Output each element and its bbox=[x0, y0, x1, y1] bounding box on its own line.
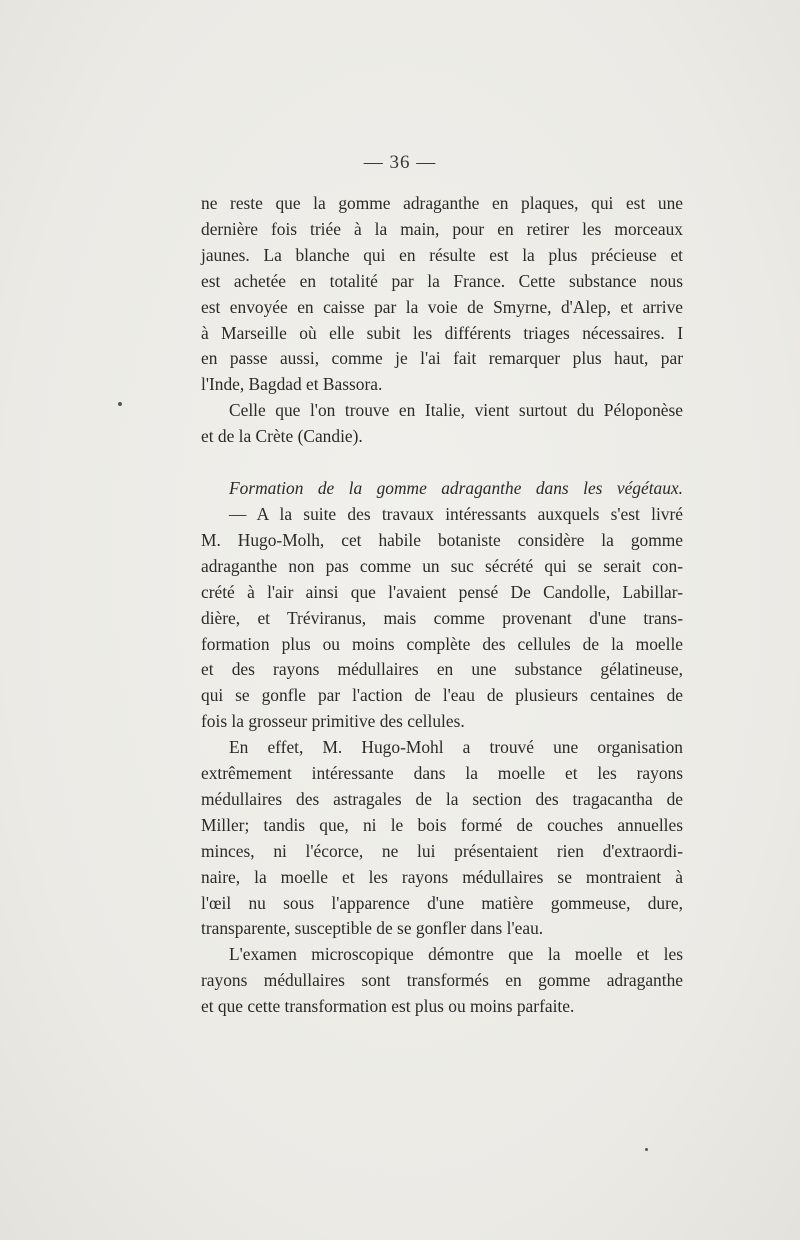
text-line: minces, ni l'écorce, ne lui présentaient rien d'extraordi- bbox=[201, 840, 683, 861]
body-text bbox=[201, 191, 683, 1020]
text-line: dernière fois triée à la main, pour en retirer les morceaux bbox=[201, 218, 683, 239]
text-line: rayons médullaires sont transformés en gomme adraganthe bbox=[201, 970, 683, 991]
text-line: crété à l'air ainsi que l'avaient pensé De Candolle, Labillar- bbox=[201, 581, 683, 602]
text-line: est envoyée en caisse par la voie de Smyrne, d'Alep, et arrive bbox=[201, 296, 683, 317]
section-heading: Formation de la gomme adraganthe dans les végétaux. bbox=[229, 478, 683, 499]
text-line: M. Hugo-Molh, cet habile botaniste considère la gomme bbox=[201, 529, 683, 550]
page-number: — 36 — bbox=[363, 152, 437, 173]
paragraph bbox=[201, 942, 683, 1020]
text-line: L'examen microscopique démontre que la moelle et les bbox=[229, 944, 683, 965]
paragraph bbox=[201, 191, 683, 398]
text-line: En effet, M. Hugo-Mohl a trouvé une organisation bbox=[229, 737, 683, 758]
text-line: adraganthe non pas comme un suc sécrété qui se serait con- bbox=[201, 555, 683, 576]
paragraph bbox=[201, 476, 683, 735]
text-line: et de la Crète (Candie). bbox=[201, 426, 363, 447]
paragraph-gap bbox=[201, 450, 683, 476]
text-line: naire, la moelle et les rayons médullaires se montraient à bbox=[201, 866, 683, 887]
text-line: dière, et Tréviranus, mais comme provenant d'une trans- bbox=[201, 607, 683, 628]
text-line: extrêmement intéressante dans la moelle et les rayons bbox=[201, 763, 683, 784]
text-line: et des rayons médullaires en une substance gélatineuse, bbox=[201, 659, 683, 680]
text-line: l'œil nu sous l'apparence d'une matière gommeuse, dure, bbox=[201, 892, 683, 913]
text-line: formation plus ou moins complète des cellules de la moelle bbox=[201, 633, 683, 654]
text-line: est achetée en totalité par la France. Cette substance nous bbox=[201, 270, 683, 291]
text-line: — A la suite des travaux intéressants auxquels s'est livré bbox=[229, 503, 683, 524]
text-line: qui se gonfle par l'action de l'eau de plusieurs centaines de bbox=[201, 685, 683, 706]
paragraph bbox=[201, 735, 683, 942]
text-line: ne reste que la gomme adraganthe en plaques, qui est une bbox=[201, 193, 683, 213]
text-line: l'Inde, Bagdad et Bassora. bbox=[201, 374, 383, 395]
paragraph bbox=[201, 398, 683, 450]
text-line: transparente, susceptible de se gonfler dans l'eau. bbox=[201, 918, 544, 939]
text-line: et que cette transformation est plus ou moins parfaite. bbox=[201, 996, 575, 1017]
text-line: à Marseille où elle subit les différents triages nécessaires. I bbox=[201, 322, 683, 343]
ink-speck bbox=[118, 402, 122, 406]
text-line: médullaires des astragales de la section des tragacantha de bbox=[201, 788, 683, 809]
text-line: Miller; tandis que, ni le bois formé de couches annuelles bbox=[201, 814, 683, 835]
text-line: jaunes. La blanche qui en résulte est la plus précieuse et bbox=[201, 244, 683, 265]
text-line: en passe aussi, comme je l'ai fait remarquer plus haut, par bbox=[201, 348, 683, 369]
ink-speck bbox=[645, 1148, 648, 1151]
text-line: Celle que l'on trouve en Italie, vient surtout du Péloponèse bbox=[229, 400, 683, 421]
text-line: fois la grosseur primitive des cellules. bbox=[201, 711, 465, 732]
